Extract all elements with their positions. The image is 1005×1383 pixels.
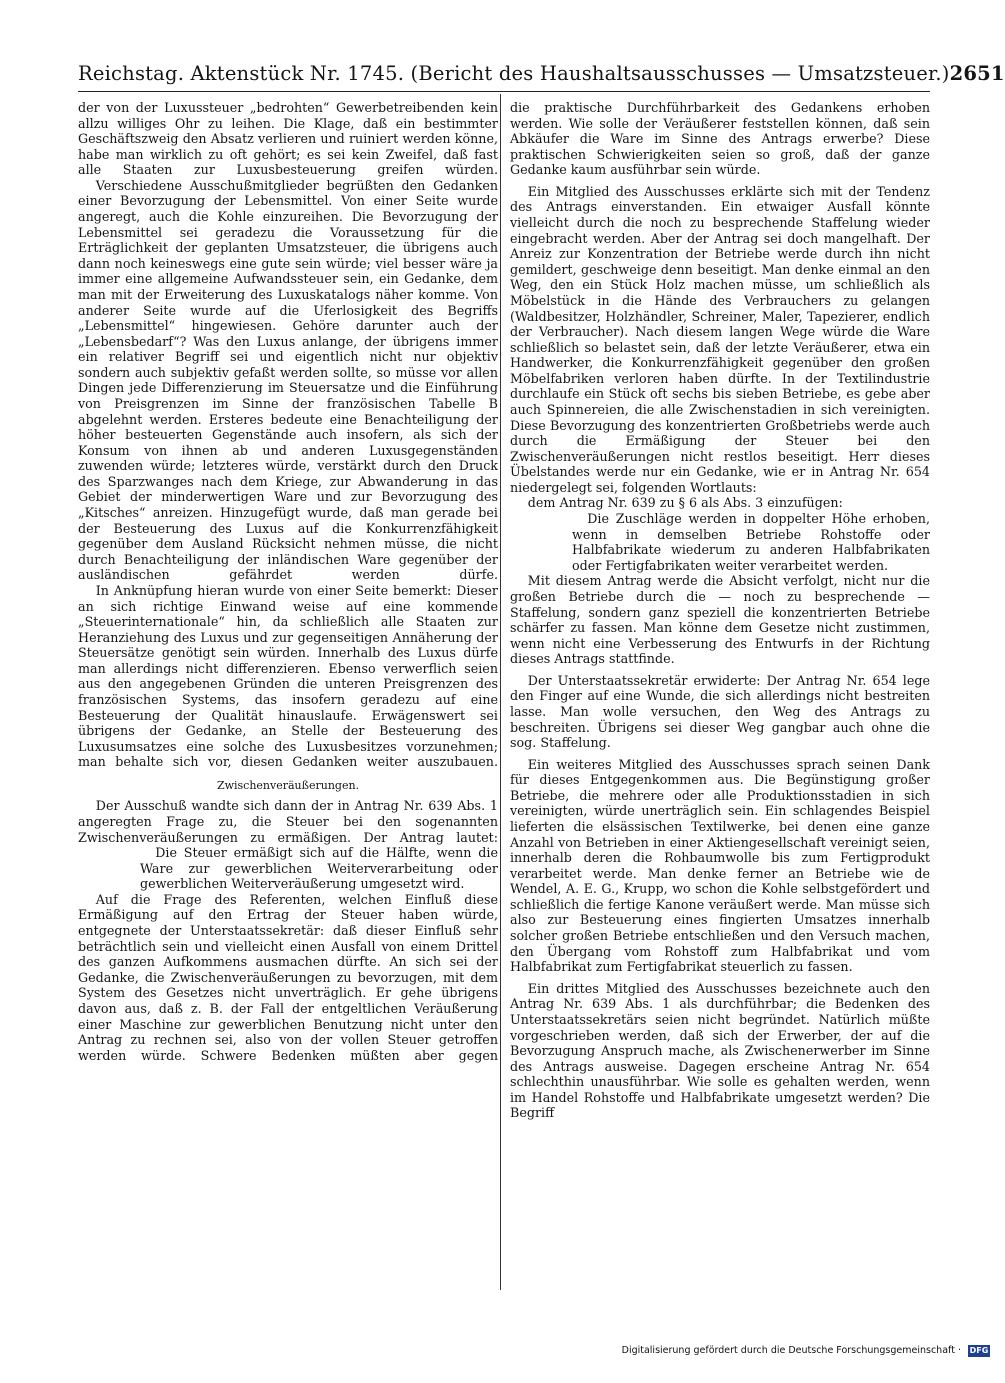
running-header — [78, 62, 1005, 90]
paragraph-continuation: der von der Luxussteuer „bedrohten“ Gewerbetreibenden kein allzu williges Ohr zu leihen. Die Klage, daß ein bestimmter Geschäftszweig den Absatz verlieren und ruiniert werden könne, habe man wirklich zu oft gehört; es sei kein Zweifel, daß fast alle Staaten zur Luxusbesteuerung greifen würden. — [78, 100, 498, 178]
quote-antrag-654: Die Zuschläge werden in doppelter Höhe erhoben, wenn in demselben Betriebe Rohstoffe oder Halbfabrikate wiederum zu anderen Halbfabrikaten oder Fertigfabrikaten weiter verarbeitet werden. — [572, 511, 930, 573]
left-column — [78, 100, 498, 1063]
paragraph-anknuepfung: In Anknüpfung hieran wurde von einer Seite bemerkt: Dieser an sich richtige Einwand weise auf eine kommende „Steuerinternationale“ hin, da schließlich alle Staaten zur Heranziehung des Luxus und zur gegenseitigen Annäherung der Steuersätze genötigt sein würden. Innerhalb des Luxus dürfe man allerdings nicht differenzieren. Ebenso verwerflich seien aus den angegebenen Gründen die unteren Preisgrenzen des französischen Systems, das insofern geradezu auf eine Besteuerung der Qualität hinauslaufe. Erwägenswert sei übrigens der Gedanke, an Stelle der Besteuerung des Luxusumsatzes eine solche des Luxusbesitzes vorzunehmen; man behalte sich vor, diesen Gedanken weiter auszubauen. — [78, 582, 498, 770]
paragraph-weiteres-mitglied: Ein weiteres Mitglied des Ausschusses sprach seinen Dank für dieses Entgegenkommen aus. Die Begünstigung großer Betriebe, die mehrere oder alle Produktionsstadien in sich vereinigten, würde unerträglich sein. Ein schlagendes Beispiel lieferten die elsässischen Textilwerke, bei denen eine ganze Anzahl von Betrieben in einer Aktiengesellschaft vereinigt seien, innerhalb deren die Rohbaumwolle bis zum Fertigprodukt verarbeitet werde. Man denke ferner an Betriebe wie de Wendel, A. E. G., Krupp, wo schon die Kohle selbstgefördert und schließlich die fertige Kanone veräußert werde. Man müsse sich also zur Besteuerung eines fingierten Umsatzes innerhalb solcher großen Betriebe entschließen und den Versuch machen, den Übergang vom Rohstoff zum Halbfabrikat und vom Halbfabrikat zum Fertigfabrikat steuerlich zu fassen. — [510, 756, 930, 975]
paragraph-lebensmittel: Verschiedene Ausschußmitglieder begrüßten den Gedanken einer Bevorzugung der Lebensmittel. Von einer Seite wurde angeregt, auch die Kohle einzureihen. Die Bevorzugung der Lebensmittel sei geradezu die Voraussetzung für die Erträglichkeit der geplanten Umsatzsteuer, die übrigens auch dann noch keineswegs eine gute sein würde; viel besser wäre ja immer eine allgemeine Aufwandssteuer sein, ein Gedanke, dem man mit der Erweiterung des Luxuskatalogs näher komme. Von anderer Seite wurde auf die Uferlosigkeit des Begriffs „Lebensmittel“ hingewiesen. Gehöre darunter auch der „Lebensbedarf“? Was den Luxus anlange, der übrigens immer ein relativer Begriff sei und eigentlich nicht nur objektiv sondern auch subjektiv gefaßt werden sollte, so müsse vor allen Dingen jede Differenzierung im Steuersatze und die Einführung von Preisgrenzen im Sinne der französischen Tabelle B abgelehnt werden. Ersteres bedeute eine Benachteiligung der höher besteuerten Gegenstände auch insofern, als sich der Konsum von ihnen ab und anderen Luxusgegenständen zuwenden würde; letzteres würde, verstärkt durch den Druck des Sparzwanges nach dem Kriege, zur Abwanderung in das Gebiet der minderwertigen Ware und zur Bevorzugung des „Kitsches“ anreizen. Hinzugefügt wurde, daß man gerade bei der Besteuerung des Luxus auf die Konkurrenzfähigkeit gegenüber dem Ausland Rücksicht nehmen müsse, die nicht durch Benachteiligung der inländischen Ware gegenüber der ausländischen gefährdet werden dürfe. — [78, 177, 498, 583]
paragraph-durchfuehrbarkeit: die praktische Durchführbarkeit des Gedankens erhoben werden. Wie solle der Veräußerer feststellen können, daß sein Abkäufer die Ware im Sinne des Antrags erwerbe? Diese praktischen Schwierigkeiten seien so groß, daß der ganze Gedanke kaum ausführbar sein würde. — [510, 100, 930, 178]
quote-antrag-639: Die Steuer ermäßigt sich auf die Hälfte, wenn die Ware zur gewerblichen Weiterverarbeitung oder gewerblichen Weiterveräußerung umgesetzt wird. — [140, 845, 498, 892]
paragraph-drittes-mitglied: Ein drittes Mitglied des Ausschusses bezeichnete auch den Antrag Nr. 639 Abs. 1 als durchführbar; die Bedenken des Unterstaatssekretärs seien nicht begründet. Natürlich müßte vorgeschrieben werden, daß sich der Erwerber, der auf die Bevorzugung Anspruch mache, als Zwischenerwerber im Sinne des Antrags ausweise. Dagegen erscheine Antrag Nr. 654 schlechthin unausführbar. Wie solle es gehalten werden, wenn im Handel Rohstoffe und Halbfabrikate umgesetzt werden? Die Begriff — [510, 980, 930, 1121]
dfg-logo: DFG — [969, 1345, 989, 1355]
paragraph-unterstaatssekretaer: Der Unterstaatssekretär erwiderte: Der Antrag Nr. 654 lege den Finger auf eine Wunde, die sich allerdings nicht bestreiten lasse. Man wolle versuchen, den Weg des Antrags zu beschreiten. Übrigens sei dieser Weg gangbar auch ohne die sog. Staffelung. — [510, 672, 930, 751]
motion-intro: dem Antrag Nr. 639 zu § 6 als Abs. 3 einzufügen: — [527, 495, 843, 511]
header-rule — [78, 91, 930, 92]
right-column — [510, 100, 930, 1121]
column-divider — [500, 94, 501, 1290]
page-number: 2651 — [949, 62, 1005, 85]
paragraph-ausschuss-antrag: Der Ausschuß wandte sich dann der in Antrag Nr. 639 Abs. 1 angeregten Frage zu, die Steuer bei den sogenannten Zwischenveräußerungen zu ermäßigen. Der Antrag lautet: — [78, 798, 498, 845]
paragraph-referent-frage: Auf die Frage des Referenten, welchen Einfluß diese Ermäßigung auf den Ertrag der Steuer haben würde, entgegnete der Unterstaatssekretär: daß dieser Einfluß sehr beträchtlich sein und vielleicht einen Ausfall von einem Drittel des ganzen Aufkommens ausmachen dürfte. An sich sei der Gedanke, die Zwischenveräußerungen zu bevorzugen, mit dem System des Gesetzes nicht unverträglich. Er gehe übrigens davon aus, daß z. B. der Fall der entgeltlichen Veräußerung einer Maschine zur gewerblichen Benutzung nicht unter den Antrag zu rechnen sei, also von der vollen Steuer getroffen werden würde. Schwere Bedenken müßten aber gegen — [78, 891, 498, 1063]
paragraph-absicht: Mit diesem Antrag werde die Absicht verfolgt, nicht nur die großen Betriebe durch die — noch zu besprechende — Staffelung, sondern ganz speziell die konzentrierten Betriebe schärfer zu fassen. Man könne dem Gesetze nicht zustimmen, wenn nicht eine Verbesserung des Entwurfs in der Richtung dieses Antrags stattfinde. — [510, 573, 930, 667]
header-title: Reichstag. Aktenstück Nr. 1745. (Bericht des Haushaltsausschusses — Umsatzsteuer.) — [78, 62, 950, 85]
paragraph-mitglied-tendenz: Ein Mitglied des Ausschusses erklärte sich mit der Tendenz des Antrags einverstanden. Ein etwaiger Ausfall könnte vielleicht durch die noch zu besprechende Staffelung wieder eingebracht werden. Aber der Antrag sei doch mangelhaft. Der Anreiz zur Konzentration der Betriebe werde durch ihn nicht gemildert, geschweige denn beseitigt. Man denke einmal an den Weg, den ein Stück Holz machen müsse, um schließlich als Möbelstück in die Hände des Verbrauchers zu gelangen (Waldbesitzer, Holzhändler, Schreiner, Maler, Tapezierer, endlich der Verbraucher). Nach diesem langen Wege würde die Ware schließlich so belastet sein, daß der letzte Veräußerer, etwa ein Handwerker, die Konkurrenzfähigkeit gegenüber den großen Möbelfabriken verloren haben dürfte. In der Textilindustrie durchlaufe ein Stück oft sechs bis sieben Betriebe, es gebe aber auch Spinnereien, die alle Zwischenstadien in sich vereinigten. Diese Bevorzugung des konzentrierten Großbetriebs werde auch durch die Ermäßigung der Steuer bei den Zwischenveräußerungen nicht restlos beseitigt. Herr dieses Übelstandes werde nur ein Gedanke, wie er in Antrag Nr. 654 niedergelegt sei, folgenden Wortlauts: — [510, 183, 930, 495]
digitization-footer — [610, 1343, 990, 1359]
footer-text: Digitalisierung gefördert durch die Deutsche Forschungsgemeinschaft · — [621, 1345, 961, 1356]
section-heading-zwischenveraeusserungen: Zwischenveräußerungen. — [216, 778, 360, 792]
